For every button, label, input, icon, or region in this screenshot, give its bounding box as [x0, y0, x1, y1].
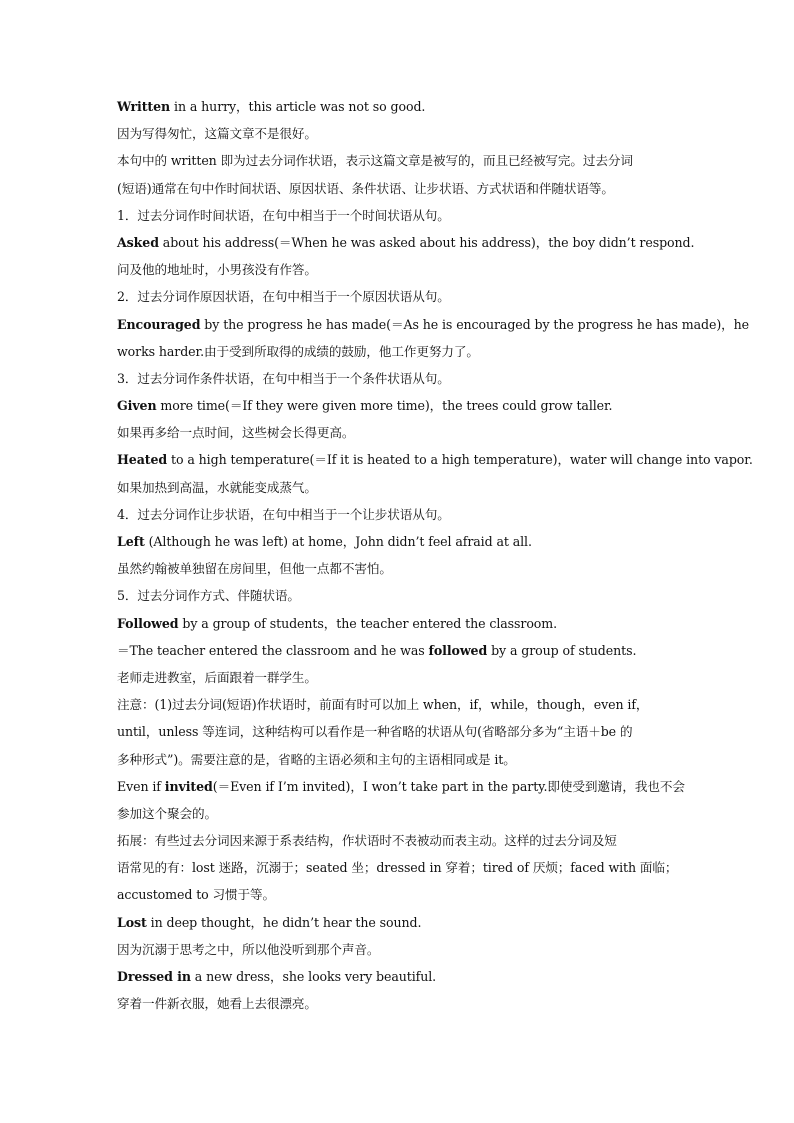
- bold-term: Heated: [117, 452, 168, 468]
- line-text: 穿着一件新衣服，她看上去很漂亮。: [117, 996, 317, 1012]
- line-text: 虽然约翰被单独留在房间里，但他一点都不害怕。: [117, 561, 392, 577]
- line-text: 2．过去分词作原因状语，在句中相当于一个原因状语从句。: [117, 289, 450, 305]
- bold-term: Asked: [117, 234, 159, 250]
- line-text: 因为沉溺于思考之中，所以他没听到那个声音。: [117, 941, 380, 957]
- bold-term: Left: [117, 534, 145, 549]
- line-text: more time(＝If they were given more time)，the trees could grow taller.: [156, 398, 613, 414]
- bold-term: Lost: [117, 914, 147, 930]
- bold-term: Written: [117, 99, 171, 114]
- line-text: works harder.由于受到所取得的成绩的鼓励，他工作更努力了。: [117, 343, 479, 359]
- bold-term: Dressed in: [117, 969, 191, 984]
- text-line: [117, 446, 753, 473]
- text-line: [117, 637, 683, 664]
- line-text: 4．过去分词作让步状语，在句中相当于一个让步状语从句。: [117, 506, 450, 522]
- line-text: a new dress，she looks very beautiful.: [190, 969, 437, 984]
- line-text: to a high temperature(＝If it is heated to a high temperature)，water will change into vapor.: [167, 452, 753, 468]
- text-line: [117, 963, 683, 990]
- text-line: [117, 147, 683, 174]
- bold-term: invited: [164, 778, 213, 794]
- line-text: by a group of students.: [487, 642, 637, 658]
- text-line: [117, 691, 683, 718]
- line-text: ＝The teacher entered the classroom and he was: [117, 642, 429, 658]
- line-text: in a hurry，this article was not so good.: [170, 99, 426, 114]
- text-line: [117, 990, 683, 1017]
- text-line: [117, 582, 683, 609]
- bold-term: Given: [117, 398, 157, 414]
- text-line: [117, 746, 683, 773]
- text-line: [117, 555, 683, 582]
- line-text: in deep thought，he didn’t hear the sound.: [146, 914, 422, 930]
- text-line: [117, 664, 683, 691]
- text-line: [117, 854, 683, 881]
- line-text: 多种形式”)。需要注意的是，省略的主语必须和主句的主语相同或是 it。: [117, 751, 516, 767]
- line-text: 老师走进教室，后面跟着一群学生。: [117, 669, 317, 685]
- line-text: 3．过去分词作条件状语，在句中相当于一个条件状语从句。: [117, 370, 450, 386]
- line-text: accustomed to 习惯于等。: [117, 887, 276, 903]
- line-text: (短语)通常在句中作时间状语、原因状语、条件状语、让步状语、方式状语和伴随状语等。: [117, 180, 614, 196]
- line-text: 因为写得匆忙，这篇文章不是很好。: [117, 126, 317, 142]
- text-line: [117, 175, 683, 202]
- text-line: [117, 419, 683, 446]
- document-body: [117, 93, 753, 1017]
- text-line: [117, 827, 683, 854]
- text-line: [117, 610, 683, 637]
- bold-term: Encouraged: [117, 316, 201, 332]
- text-line: [117, 365, 683, 392]
- line-text: 如果加热到高温，水就能变成蒸气。: [117, 479, 317, 495]
- line-text: (Although he was left) at home，John didn’t feel afraid at all.: [144, 534, 532, 549]
- text-line: [117, 311, 750, 338]
- line-text: 1．过去分词作时间状语，在句中相当于一个时间状语从句。: [117, 207, 450, 223]
- line-text: 语常见的有：lost 迷路，沉溺于；seated 坐；dressed in 穿着；tired of 厌烦；faced with 面临；: [117, 860, 678, 876]
- bold-term: Followed: [117, 615, 179, 631]
- text-line: [117, 256, 683, 283]
- line-text: 5．过去分词作方式、伴随状语。: [117, 588, 300, 604]
- line-text: Even if: [117, 778, 165, 794]
- text-line: [117, 474, 683, 501]
- line-text: by a group of students，the teacher entered the classroom.: [178, 615, 558, 631]
- text-line: [117, 800, 683, 827]
- text-line: [117, 936, 683, 963]
- line-text: 本句中的 written 即为过去分词作状语，表示这篇文章是被写的，而且已经被写完。过去分词: [117, 153, 633, 169]
- text-line: [117, 881, 683, 908]
- bold-term: followed: [428, 642, 488, 658]
- line-text: about his address(＝When he was asked about his address)，the boy didn’t respond.: [158, 234, 695, 250]
- text-line: [117, 392, 683, 419]
- line-text: 如果再多给一点时间，这些树会长得更高。: [117, 425, 355, 441]
- line-text: 参加这个聚会的。: [117, 805, 217, 821]
- line-text: until，unless 等连词，这种结构可以看作是一种省略的状语从句(省略部分多为“主语＋be 的: [117, 724, 633, 740]
- line-text: 问及他的地址时，小男孩没有作答。: [117, 262, 317, 278]
- text-line: [117, 773, 683, 800]
- text-line: [117, 718, 683, 745]
- text-line: [117, 202, 683, 229]
- text-line: [117, 501, 683, 528]
- line-text: (＝Even if I’m invited)，I won’t take part in the party.即使受到邀请，我也不会: [212, 778, 685, 794]
- text-line: [117, 283, 683, 310]
- line-text: 拓展：有些过去分词因来源于系表结构，作状语时不表被动而表主动。这样的过去分词及短: [117, 833, 617, 849]
- line-text: 注意：(1)过去分词(短语)作状语时，前面有时可以加上 when，if，while，though，even if，: [117, 697, 649, 713]
- text-line: [117, 120, 683, 147]
- text-line: [117, 229, 695, 256]
- text-line: [117, 528, 683, 555]
- line-text: by the progress he has made(＝As he is encouraged by the progress he has made)，he: [200, 316, 750, 332]
- text-line: [117, 93, 683, 120]
- text-line: [117, 338, 683, 365]
- text-line: [117, 909, 683, 936]
